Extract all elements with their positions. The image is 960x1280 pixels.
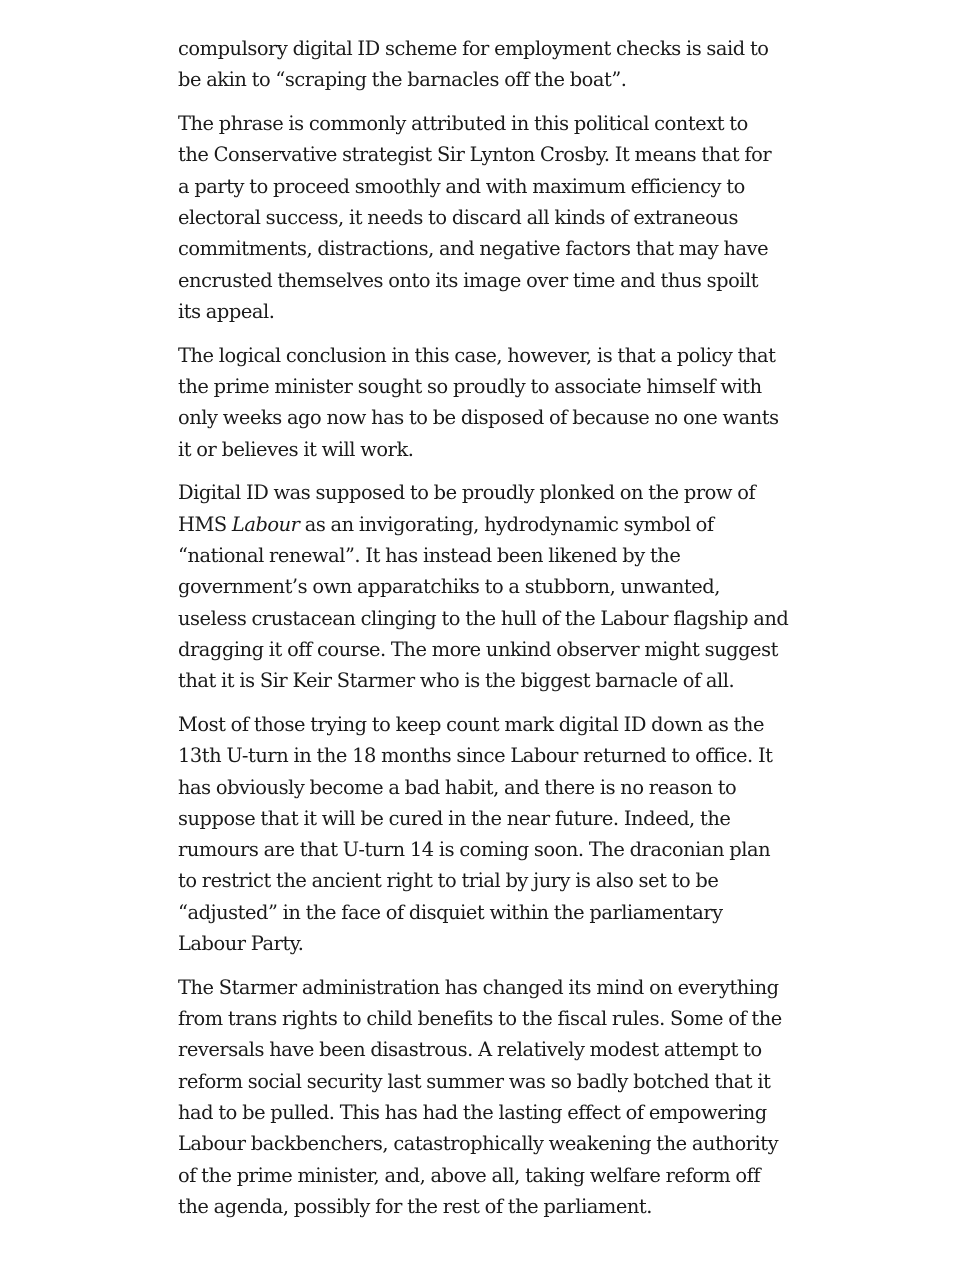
text-line: “adjusted” in the face of disquiet within the parliamentary xyxy=(178,900,723,924)
article-body xyxy=(178,33,789,1235)
text-line: a party to proceed smoothly and with maximum efficiency to xyxy=(178,174,745,198)
text-line: had to be pulled. This has had the lasting effect of empowering xyxy=(178,1101,767,1124)
text-line: the agenda, possibly for the rest of the parliament. xyxy=(178,1194,652,1218)
text-line: The logical conclusion in this case, however, is that a policy that xyxy=(178,343,776,367)
text-line: Digital ID was supposed to be proudly plonked on the prow of xyxy=(178,481,756,505)
text-line: its appeal. xyxy=(178,299,275,323)
text-line: it or believes it will work. xyxy=(178,437,414,461)
text-line: government’s own apparatchiks to a stubborn, unwanted, xyxy=(178,575,720,599)
text-line: from trans rights to child benefits to the fiscal rules. Some of the xyxy=(178,1007,782,1031)
text-line: of the prime minister, and, above all, taking welfare reform off xyxy=(178,1163,761,1187)
article-paragraph xyxy=(178,108,784,327)
text-line: Most of those trying to keep count mark digital ID down as the xyxy=(178,712,764,736)
text-line: the prime minister sought so proudly to associate himself with xyxy=(178,374,762,398)
text-line: 13th U-turn in the 18 months since Labour returned to office. It xyxy=(178,744,773,768)
text-line: reversals have been disastrous. A relatively modest attempt to xyxy=(178,1038,762,1062)
article-paragraph xyxy=(178,972,784,1222)
ship-name-italic: Labour xyxy=(231,512,300,536)
text-line: the Conservative strategist Sir Lynton Crosby. It means that for xyxy=(178,143,772,167)
text-line: that it is Sir Keir Starmer who is the biggest barnacle of all. xyxy=(178,669,735,693)
text-line: The Starmer administration has changed its mind on everything xyxy=(178,975,779,999)
article-paragraph xyxy=(178,477,789,696)
text-line: has obviously become a bad habit, and there is no reason to xyxy=(178,775,737,799)
text-line: commitments, distractions, and negative factors that may have xyxy=(178,237,769,261)
text-line xyxy=(178,509,784,540)
article-paragraph xyxy=(178,709,784,959)
text-line: The phrase is commonly attributed in this political context to xyxy=(178,112,748,136)
article-paragraph xyxy=(178,340,784,465)
text-line: compulsory digital ID scheme for employment checks is said to xyxy=(178,37,769,60)
text-line: “national renewal”. It has instead been likened by the xyxy=(178,543,681,567)
text-line: be akin to “scraping the barnacles off the boat”. xyxy=(178,68,627,92)
text-line: dragging it off course. The more unkind observer might suggest xyxy=(178,637,778,661)
text-line: reform social security last summer was so badly botched that it xyxy=(178,1069,771,1093)
text-line: Labour backbenchers, catastrophically weakening the authority xyxy=(178,1132,779,1156)
text-fragment: HMS xyxy=(178,512,232,536)
text-line: rumours are that U-turn 14 is coming soon. The draconian plan xyxy=(178,838,771,862)
text-line: suppose that it will be cured in the near future. Indeed, the xyxy=(178,806,731,830)
article-paragraph xyxy=(178,33,784,96)
text-fragment: as an invigorating, hydrodynamic symbol of xyxy=(299,512,714,536)
text-line: encrusted themselves onto its image over time and thus spoilt xyxy=(178,268,759,292)
text-line: Labour Party. xyxy=(178,932,304,956)
text-line: to restrict the ancient right to trial by jury is also set to be xyxy=(178,869,719,893)
text-line: only weeks ago now has to be disposed of because no one wants xyxy=(178,406,779,430)
text-line: useless crustacean clinging to the hull of the Labour flagship and xyxy=(178,606,789,630)
text-line: electoral success, it needs to discard all kinds of extraneous xyxy=(178,205,738,229)
